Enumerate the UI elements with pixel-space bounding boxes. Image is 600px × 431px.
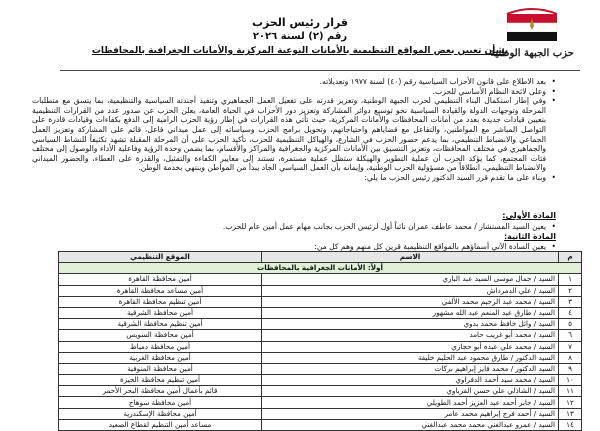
preamble-item: [32, 173, 556, 183]
table-row: [59, 341, 582, 352]
col-header-name: الاسم: [262, 252, 559, 263]
row-name: السيد / أحمد فرج إبراهيم محمد عامر: [262, 408, 559, 419]
decision-title: قرار رئيس الحزب: [251, 16, 349, 29]
row-number: ١: [559, 274, 582, 285]
table-row: [59, 397, 582, 408]
row-number: ٩: [559, 363, 582, 374]
row-name: السيد / محمد أبو غريب حامد: [262, 330, 559, 341]
row-position: أمين محافظة الإسكندرية: [59, 408, 262, 419]
article2-heading: المادة الثانية:: [503, 232, 556, 241]
row-name: السيد / محمد سيد أحمد الدفراوي: [262, 375, 559, 386]
row-number: ١٣: [559, 408, 582, 419]
table-row: [59, 307, 582, 318]
table-group-row: [59, 263, 582, 274]
party-logo: [484, 6, 580, 68]
preamble-text: • وفي إطار استكمال البناء التنظيمي لحزب الجبهة الوطنية، وتعزيز قدرته على تفعيل العمل الجماهيري وتنفيذ أجندته السياسية والتنظيمية، بما يتسق مع متطلبات المرحلة وتوجهات الدولة والقيادة السياسية نحو توسيع دوائر المشاركة وتعزيز دور الأحزاب في الحياة العامة، يعلن الحزب عن صدور عدد من القرارات التنظيمية بتعيين قيادات جديدة بعدد من أمانات المحافظات والأمانات المركزية، حيث تأتي هذه القرارات في إطار رؤية الحزب الرامية إلى الدفع بكفاءات وقيادات قادرة على التواصل المباشر مع المواطنين، والتفاعل مع قضاياهم واحتياجاتهم، وتحويل برامج الحزب وسياساته إلى عمل ميداني فاعل، قائم على المشاركة وتعزيز العمل الجماعي والانضباط التنظيمي، بما يدعم حضور الحزب في الشارع، والهياكل التنظيمية للحزب، تأكيد الحزب على أن المرحلة المقبلة تشهد تكثيفاً للنشاط السياسي والجماهيري في مختلف المحافظات، وتعزيز التنسيق بين الأمانات المركزية والجغرافية والمراكز والأقسام، بما يضمن وحدة الرؤية وفاعلية الأداء والوصول إلى مختلف فئات المجتمع، كما يؤكد الحزب أن عملية التطوير والهيكلة ستظل عملية مستمرة، تستند إلى معايير الكفاءة والتمثيل، والقدرة على العطاء، والحضور الميداني والانضباط التنظيمي، انطلاقاً من مسؤولية الحزب الوطنية، وإيمانه بأن العمل السياسي الجاد يبدأ من المواطن وينتهي بخدمة الوطن.: [32, 96, 546, 173]
col-header-num: م: [559, 252, 582, 263]
row-number: ٣: [559, 296, 582, 307]
row-name: السيد / جابر أحمد عبد العزيز أحمد الطويلي: [262, 397, 559, 408]
table-row: [59, 296, 582, 307]
row-name: السيد الدكتور / محمد فايز إبراهيم بركات: [262, 363, 559, 374]
table-row: [59, 375, 582, 386]
row-position: أمين محافظة المنوفية: [59, 363, 262, 374]
preamble-text: • وبناء على ما تقدم قرر السيد الدكتور رئيس الحزب ما يلي:: [364, 172, 546, 182]
preamble-item: [32, 77, 556, 87]
table-row: [59, 274, 582, 285]
row-name: السيد / جمال موسى السيد عبد الباري: [262, 274, 559, 285]
appointments-table: [58, 251, 582, 431]
row-number: ٧: [559, 341, 582, 352]
row-name: السيد / محمد علي عبده أبو حجازي: [262, 341, 559, 352]
article1-heading: المادة الأولى:: [502, 211, 556, 220]
row-number: ٨: [559, 352, 582, 363]
preamble-item: [32, 87, 556, 97]
party-name: حزب الجبهة الوطنية: [490, 48, 574, 59]
header-divider: [60, 70, 580, 71]
decision-number: رقم (٢) لسنة ٢٠٢٦: [252, 31, 348, 42]
row-position: أمين محافظة السويس: [59, 330, 262, 341]
row-position: أمين محافظة دمياط: [59, 341, 262, 352]
row-position: أمين تنظيم محافظة القاهرة: [59, 296, 262, 307]
preamble-text: • بعد الاطلاع على قانون الأحزاب السياسية رقم (٤٠) لسنة ١٩٧٧ وتعديلاته.: [319, 77, 546, 86]
table-row: [59, 285, 582, 296]
preamble-text: • وعلى لائحة النظام الأساسي للحزب.: [432, 86, 546, 96]
row-name: السيد / الشاذلي علي حسن القرباوي: [262, 386, 559, 397]
row-name: السيد الدكتور / طارق محمود عبد الحليم خليفة: [262, 352, 559, 363]
row-position: مساعد أمين التنظيم لقطاع الصعيد: [59, 419, 262, 430]
row-name: السيد / محمد عبد الرحيم محمد الألفي: [262, 296, 559, 307]
party-emblem-icon: [487, 6, 577, 46]
row-number: ٥: [559, 319, 582, 330]
row-name: السيد / علي الدمرداش: [262, 285, 559, 296]
table-row: [59, 319, 582, 330]
row-number: ٤: [559, 307, 582, 318]
table-row: [59, 419, 582, 430]
article1-body: يعين السيد المستشار / محمد عاطف عمران نائباً أول لرئيس الحزب بجانب مهام عمل أمين عام للحزب.: [222, 222, 546, 231]
row-number: ١٤: [559, 419, 582, 430]
row-number: ١٠: [559, 375, 582, 386]
preamble-item: [32, 96, 556, 173]
table-body: [59, 263, 582, 431]
row-name: السيد / طارق عبد المنعم عبد الله مشهور: [262, 307, 559, 318]
table-header-row: [59, 252, 582, 263]
table-row: [59, 408, 582, 419]
row-position: أمين محافظة الشرقية: [59, 307, 262, 318]
decision-subject: بشأن تعيين بعض المواقع التنظيمية بالأمانات النوعية المركزية والأمانات الجغرافية بالمحافظات: [91, 46, 509, 56]
row-position: أمين محافظة سوهاج: [59, 397, 262, 408]
row-position: أمين محافظة القاهرة: [59, 274, 262, 285]
row-name: السيد / وائل حافظ محمد بدوي: [262, 319, 559, 330]
row-position: أمين تنظيم محافظة الشرقية: [59, 319, 262, 330]
table-row: [59, 363, 582, 374]
table-row: [59, 330, 582, 341]
row-number: ١١: [559, 386, 582, 397]
row-name: السيد / عمرو عبدالغني محمد محمد عبدالغني: [262, 419, 559, 430]
row-position: أمين محافظة الغربية: [59, 352, 262, 363]
row-position: أمين مساعد محافظة القاهرة: [59, 285, 262, 296]
row-position: أمين تنظيم محافظة الجيزة: [59, 375, 262, 386]
row-position: قائم بأعمال أمين محافظة البحر الأحمر: [59, 386, 262, 397]
group-title: أولاً: الأمانات الجغرافية بالمحافظات: [59, 263, 582, 274]
article2-body: يعين السادة الآتي أسماؤهم بالمواقع التنظيمية قرين كل منهم وهم كل من:: [314, 242, 546, 251]
row-number: ٢: [559, 285, 582, 296]
col-header-position: الموقع التنظيمي: [59, 252, 262, 263]
article1-text: [22, 222, 556, 232]
row-number: ٦: [559, 330, 582, 341]
table-row: [59, 352, 582, 363]
row-number: ١٢: [559, 397, 582, 408]
preamble: [32, 77, 556, 183]
table-row: [59, 386, 582, 397]
